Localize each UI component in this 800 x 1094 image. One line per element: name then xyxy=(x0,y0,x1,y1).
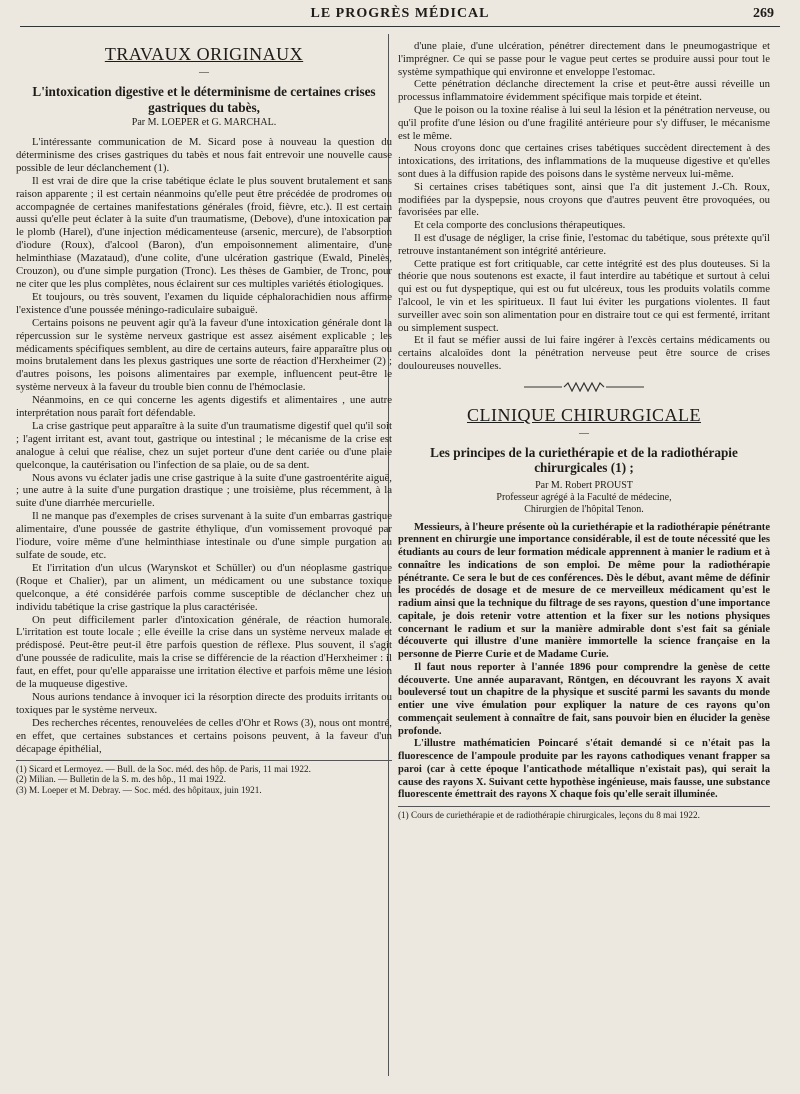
paragraph: Nous croyons donc que certaines crises tabétiques succèdent directement à des intoxications, des irritations, des inflammations de la muqueuse digestive et qu'elles sont dues à la diffusion rapide des poisons dans le système nerveux lui-même. xyxy=(398,142,770,180)
paragraph: Des recherches récentes, renouvelées de celles d'Ohr et Rows (3), nous ont montré, en effet, que certaines substances et certains poisons peuvent, à la faveur d'un décapage épithélial, xyxy=(16,716,392,755)
paragraph: Cette pratique est fort critiquable, car cette intégrité est des plus douteuses. Si la théorie que nous soutenons est exacte, il faut interdire au tabétique et surtout à celui qui est ou fut dyspeptique, qui est ou fut ulcéreux, tous les produits volatils comme l'alcool, le vin et les spiritueux. Il faut lui éviter les purgations violentes. Il faut surveiller avec soin son alimentation pour en distraire tout ce qui est fermenté, irritant ou simplement suspect. xyxy=(398,257,770,334)
footnote: (1) Cours de curiethérapie et de radiothérapie chirurgicales, leçons du 8 mai 1922. xyxy=(398,810,700,821)
paragraph: Messieurs, à l'heure présente où la curiethérapie et la radiothérapie pénétrante prennent en chirurgie une importance considérable, il est de toute nécessité que les étudiants au cours de leur formation médicale apprennent à manier le radium et à connaître les indications de son emploi. De même pour la radiothérapie pénétrante. Ce sera le but de ces conférences. Dès le début, avant même de définir les procédés de dosage et de mesure de ce merveilleux médicament qu'est le radium ainsi que la technique du filtrage de ses rayons, question d'une importance capitale, je dois retenir votre attention et la fixer sur les notions physiques concernant le radium et sur la manière admirable dont s'est fait sa géniale découverte qui illustre d'une manière immortelle la science française en la personne de Pierre Curie et de Madame Curie. xyxy=(398,521,770,661)
paragraph: Néanmoins, en ce qui concerne les agents digestifs et alimentaires , une autre interprétation nous paraît fort défendable. xyxy=(16,394,392,420)
paragraph: Si certaines crises tabétiques sont, ainsi que l'a dit justement J.-Ch. Roux, modifiées par la dyspepsie, nous croyons que d'autres peuvent être provoquées, ou favorisées par elle. xyxy=(398,180,770,219)
paragraph: Il est vrai de dire que la crise tabétique éclate le plus souvent brutalement et sans raison apparente ; il est certain néanmoins qu'elle peut être précédée de prodromes ou accompagnée de certaines manifestations générales (froid, fièvre, etc.). Il est certain aussi qu'elle peut éclater à la suite d'un traumatisme, (Debove), d'une intoxication par le plomb (Harel), d'une injection médicamenteuse (arsenic, mercure), de l'absorption d'iodure (Roux), d'alcool (Baron), d'un empoisonnement alimentaire, d'une helminthiase (Mazataud), d'une colite, d'une ulcération gastrique (Ewald, Pinelès, Crouzon), ou d'une simple purgation (Tronc). Les thèses de Gambier, de Tronc, pour ne citer que les plus complètes, nous éclairent sur ces multiples variétés étiologiques. xyxy=(16,174,392,290)
paragraph: Nous aurions tendance à invoquer ici la résorption directe des produits irritants ou toxiques par le système nerveux. xyxy=(16,690,392,716)
section-title-clinique: CLINIQUE CHIRURGICALE xyxy=(467,404,701,425)
page-header xyxy=(20,4,780,26)
paragraph: Certains poisons ne peuvent agir qu'à la faveur d'une intoxication générale dont la répercussion sur le système nerveux gastrique est assez aisément explicable ; les médicaments spécifiques semblent, au dire de certains auteurs, faire apparaître plus ou moins brutalement dans les plexus gastriques une sorte de réaction d'Herxheimer (2) ; d'autres poisons, les poisons alimentaires par exemple, influencent peut-être le système nerveux à la faveur du trouble bien connu de l'hémoclasie. xyxy=(16,316,392,394)
article-byline: Par M. Robert PROUST xyxy=(535,479,633,491)
article-title-intoxication: L'intoxication digestive et le déterminisme de certaines crises gastriques du tabès, xyxy=(32,84,376,115)
footnote: (3) M. Loeper et M. Debray. — Soc. méd. des hôpitaux, juin 1921. xyxy=(16,785,262,796)
paragraph: Que le poison ou la toxine réalise à lui seul la lésion et la pénétration nerveuse, ou qu'il profite d'une lésion ou d'une fragilité antérieure pour s'y diffuser, le mécanisme est le même. xyxy=(398,103,770,142)
title-separator: — xyxy=(199,67,209,78)
author-affiliation: Chirurgien de l'hôpital Tenon. xyxy=(524,503,644,515)
article-title-curietherapie: Les principes de la curiethérapie et de la radiothérapie chirurgicales (1) ; xyxy=(430,444,738,476)
footnotes-right xyxy=(398,806,770,821)
paragraph: Il est d'usage de négliger, la crise finie, l'estomac du tabétique, sous prétexte qu'il retrouve instantanément son intégrité antérieure. xyxy=(398,231,770,257)
right-column xyxy=(398,40,770,821)
ornamental-divider xyxy=(398,379,770,397)
page-number: 269 xyxy=(753,6,774,21)
paragraph: L'illustre mathématicien Poincaré s'était demandé si ce n'était pas la fluorescence de l'ampoule produite par les rayons cathodiques venant frapper sa paroi (car à cette époque l'anticathode métallique n'existait pas), qui serait la cause des rayons X. Suivant cette hypothèse ingénieuse, mais fausse, une substance fluorescente émettrait des rayons X chaque fois qu'elle serait illuminée. xyxy=(398,738,770,801)
paragraph: Et il faut se méfier aussi de lui faire ingérer à l'excès certains médicaments ou certains alcaloïdes dont la pénétration nerveuse peut être source de crises douloureuses nouvelles. xyxy=(398,334,770,372)
paragraph: Et cela comporte des conclusions thérapeutiques. xyxy=(414,219,626,232)
paragraph: On peut difficilement parler d'intoxication générale, de réaction humorale. L'irritation est toute locale ; elle éveille la crise dans un système nerveux malade et prédisposé. Peut-être peut-il être parfois question de réflexe. Plus souvent, il s'agit d'une poussée de radiculite, mais la crise se différencie de la réaction d'Herxheimer : il faut, en effet, pour qu'elle apparaisse une irritation élective et parfois même une lésion de la muqueuse digestive. xyxy=(16,613,392,691)
footnotes-left xyxy=(16,760,392,796)
journal-title: LE PROGRÈS MÉDICAL xyxy=(310,6,490,21)
paragraph: Et toujours, ou très souvent, l'examen du liquide céphalorachidien nous affirme l'existence d'une poussée méningo-radiculaire subaiguë. xyxy=(16,290,392,316)
header-rule xyxy=(20,26,780,27)
paragraph: La crise gastrique peut apparaître à la suite d'un traumatisme digestif quel qu'il soit ; l'agent irritant est, avant tout, gastrique ou intestinal ; le mécanisme de la crise est analogue à celui que réalise, chez un sujet porteur d'une dent cariée ou d'une plaie quelconque, la cautérisation ou l'infection de sa plaie, ou de sa dent. xyxy=(16,419,392,471)
paragraph: Nous avons vu éclater jadis une crise gastrique à la suite d'une gastroentérite aiguë, ; une autre à la suite d'une purgation drastique ; une troisième, plus récemment, à la suite d'une diarrhée mercurielle. xyxy=(16,471,392,510)
paragraph: Cette pénétration déclanche directement la crise et peut-être aussi réveille un processus inflammatoire évidemment spécifique mais torpide et éteint. xyxy=(398,78,770,104)
wave-ornament-icon xyxy=(524,382,644,392)
article-byline: Par M. LOEPER et G. MARCHAL. xyxy=(131,117,277,128)
paragraph: Il faut nous reporter à l'année 1896 pour comprendre la genèse de cette découverte. Une année auparavant, Röntgen, en découvrant les rayons X avait bouleversé tout un chapitre de la physique et suscité parmi les savants du monde entier une vive émulation pour expliquer la nature de ces rayons qu'on commençait seulement à connaître de fait, sans pouvoir bien en élucider la genèse profonde. xyxy=(398,661,770,737)
paragraph: d'une plaie, d'une ulcération, pénétrer directement dans le pneumogastrique et l'imprégner. Ce qui se passe pour le vague peut certes se produire aussi pour tout le système sympathique qui environne et enveloppe l'estomac. xyxy=(398,40,770,78)
footnote: (1) Sicard et Lermoyez. — Bull. de la Soc. méd. des hôp. de Paris, 11 mai 1922. xyxy=(16,763,311,774)
footnote: (2) Milian. — Bulletin de la S. m. des hôp., 11 mai 1922. xyxy=(16,774,226,785)
section-title-travaux: TRAVAUX ORIGINAUX xyxy=(104,44,304,64)
paragraph: Il ne manque pas d'exemples de crises survenant à la suite d'un embarras gastrique alimentaire, d'une poussée de gastrite éthylique, d'un vomissement provoqué par l'iodure, voire même d'une helminthiase intestinale ou d'une simple purgation au sulfate de soude, etc. xyxy=(16,510,392,561)
left-column xyxy=(16,36,392,796)
title-separator: — xyxy=(579,427,589,439)
paragraph: Et l'irritation d'un ulcus (Warynskot et Schüller) ou d'un néoplasme gastrique (Roque et Chalier), par un aliment, un médicament ou une substance toxique quelconque, a été considérée parfois comme susceptible de déclancher chez un individu tabétique la crise gastrique la plus caractérisée. xyxy=(16,561,392,613)
paragraph: L'intéressante communication de M. Sicard pose à nouveau la question du déterminisme des crises gastriques du tabès et nous fait entrevoir une nouvelle cause possible de leur déclanchement (1). xyxy=(16,136,392,174)
author-affiliation: Professeur agrégé à la Faculté de médecine, xyxy=(496,491,672,503)
